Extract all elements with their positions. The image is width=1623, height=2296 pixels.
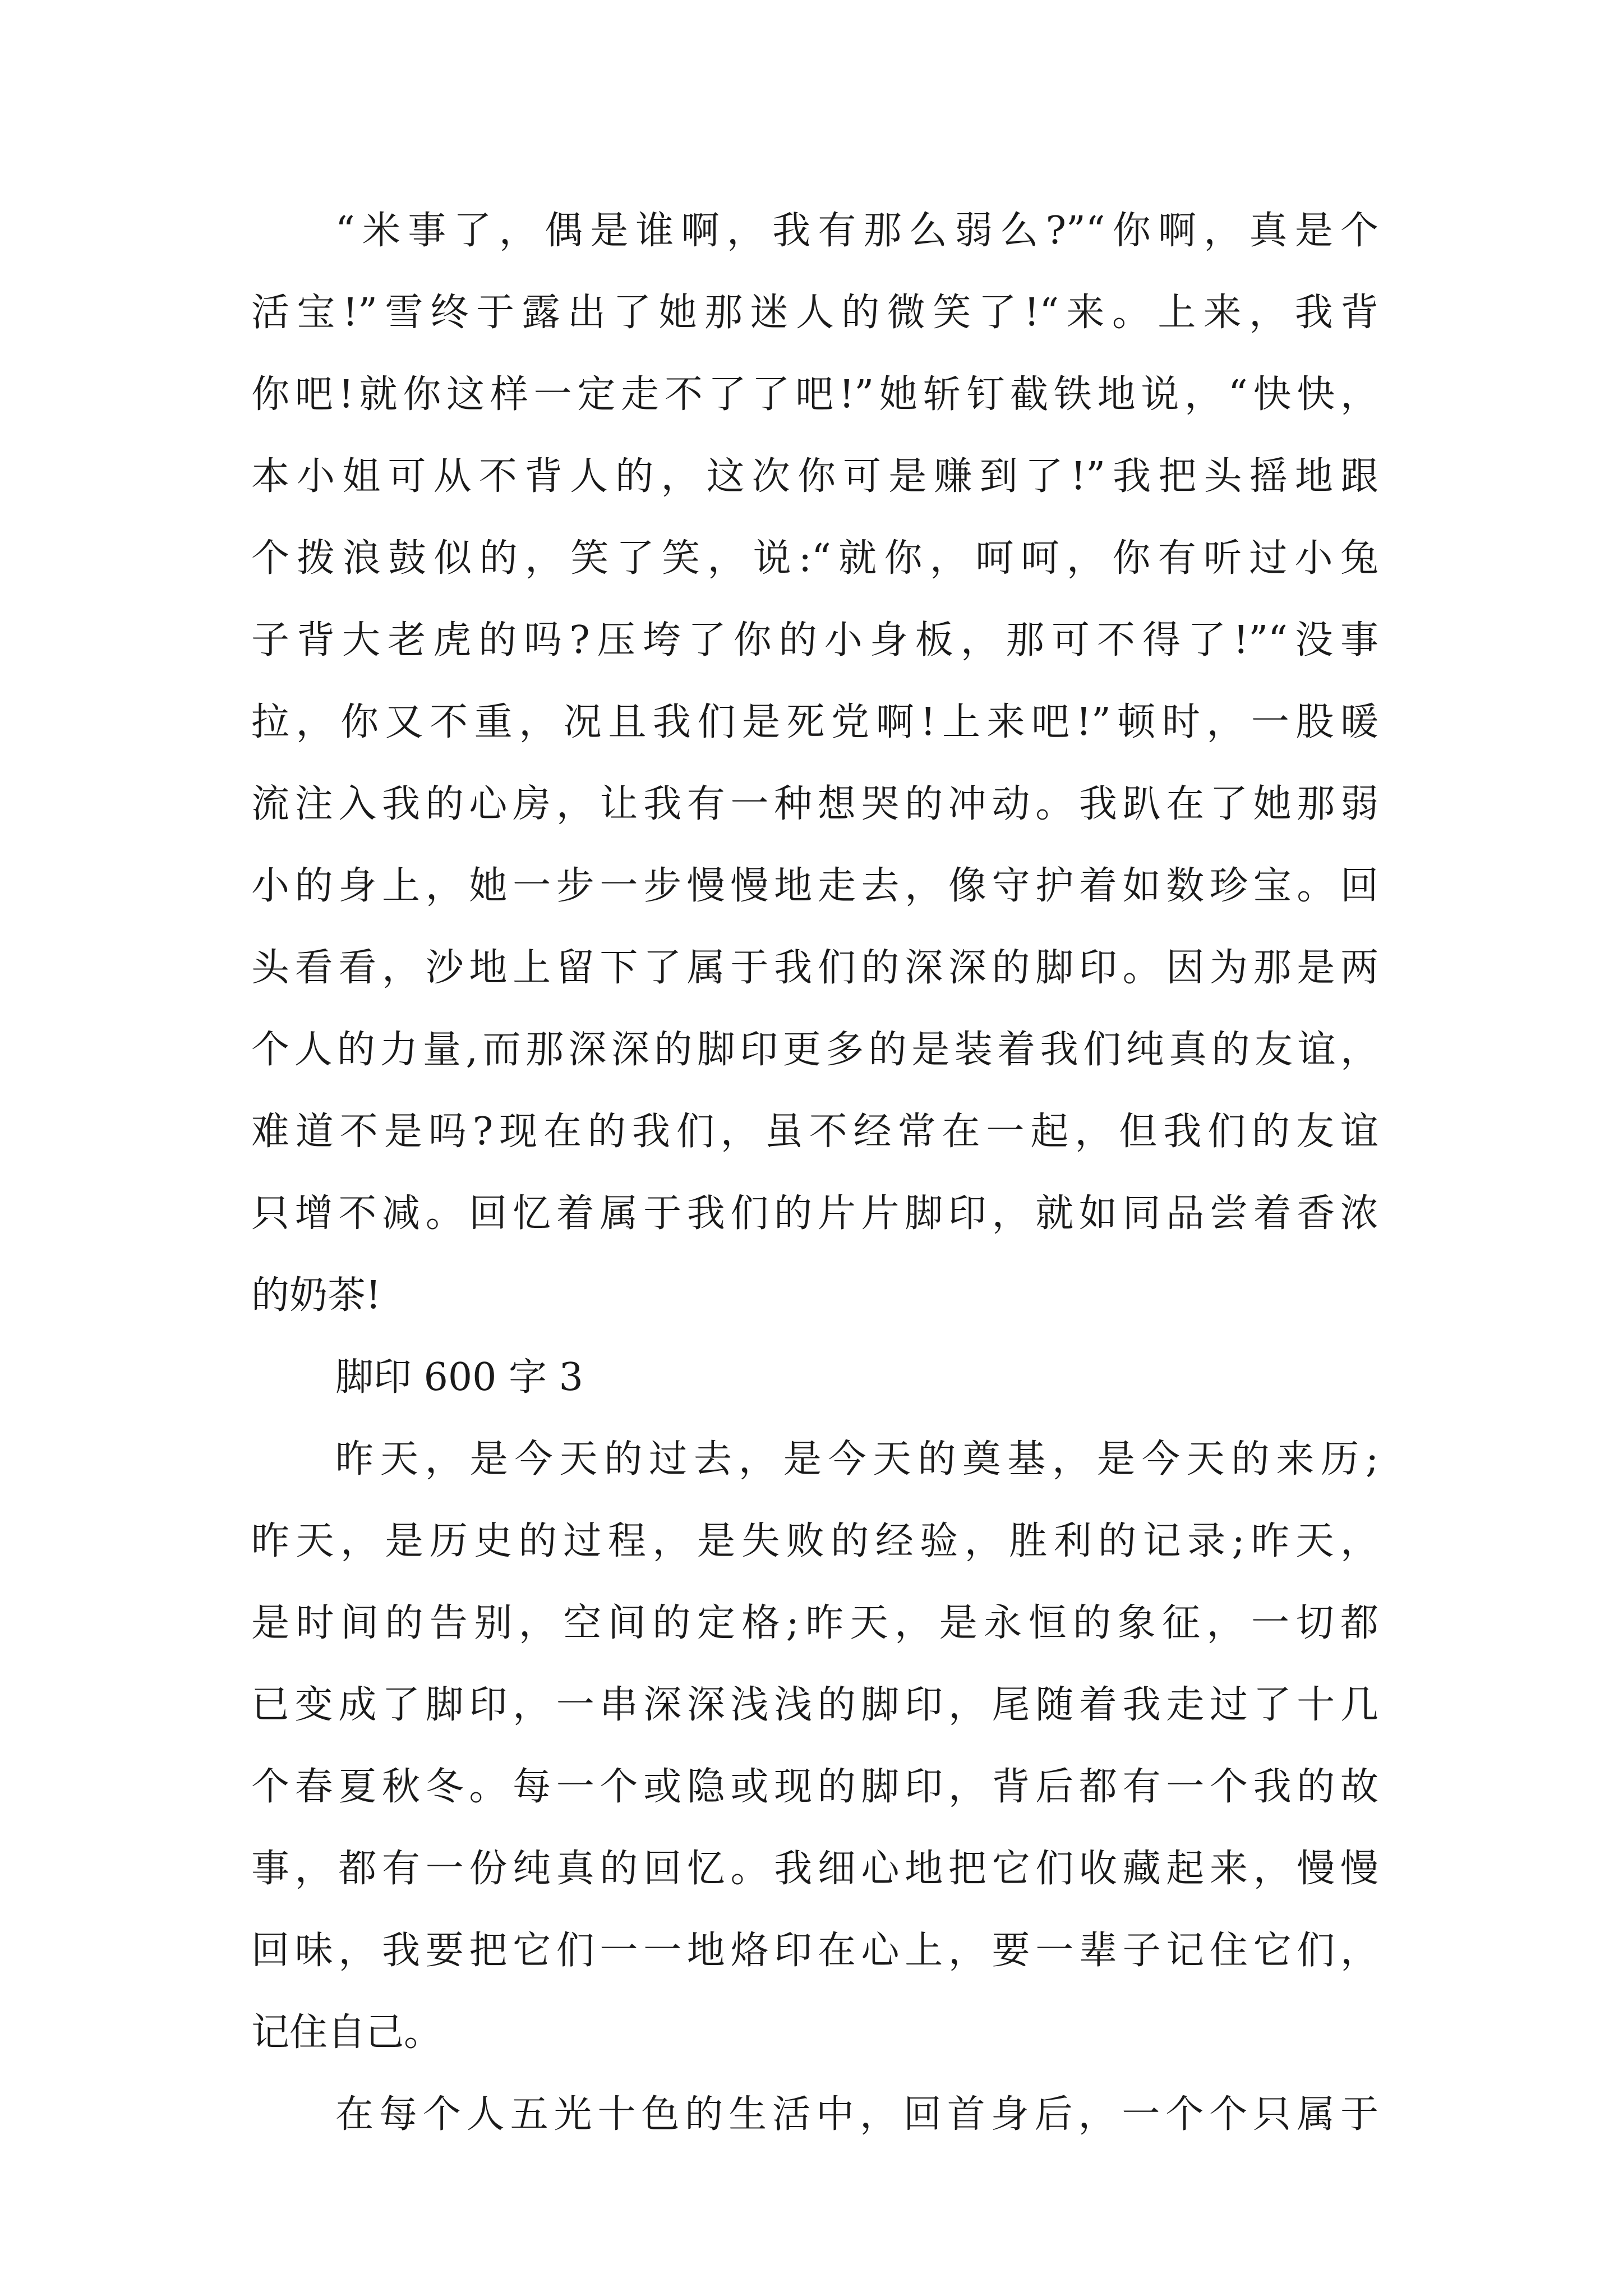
paragraph-1-line-10: 头看看，沙地上留下了属于我们的深深的脚印。因为那是两 (251, 946, 1378, 990)
paragraph-1-line-3: 你吧!就你这样一定走不了了吧!”她斩钉截铁地说，“快快， (251, 372, 1378, 417)
paragraph-1-line-5: 个拨浪鼓似的，笑了笑，说:“就你，呵呵，你有听过小兔 (251, 536, 1378, 581)
paragraph-1-line-13: 只增不减。回忆着属于我们的片片脚印，就如同品尝着香浓 (251, 1191, 1378, 1236)
paragraph-1-line-1: “米事了，偶是谁啊，我有那么弱么?”“你啊，真是个 (335, 209, 1378, 253)
paragraph-2-line-3: 是时间的告别，空间的定格;昨天，是永恒的象征，一切都 (251, 1601, 1378, 1645)
paragraph-2-line-2: 昨天，是历史的过程，是失败的经验，胜利的记录;昨天， (251, 1519, 1378, 1563)
paragraph-1-line-4: 本小姐可从不背人的，这次你可是赚到了!”我把头摇地跟 (251, 454, 1378, 499)
paragraph-2-line-6: 事，都有一份纯真的回忆。我细心地把它们收藏起来，慢慢 (251, 1847, 1378, 1891)
paragraph-1-line-2: 活宝!”雪终于露出了她那迷人的微笑了!“来。上来，我背 (251, 291, 1378, 335)
paragraph-1-line-12: 难道不是吗?现在的我们，虽不经常在一起，但我们的友谊 (251, 1110, 1378, 1154)
paragraph-2-line-4: 已变成了脚印，一串深深浅浅的脚印，尾随着我走过了十几 (251, 1683, 1378, 1727)
paragraph-2-line-5: 个春夏秋冬。每一个或隐或现的脚印，背后都有一个我的故 (251, 1765, 1378, 1809)
paragraph-1-line-14: 的奶茶! (251, 1273, 381, 1318)
paragraph-1-line-11: 个人的力量,而那深深的脚印更多的是装着我们纯真的友谊， (251, 1028, 1378, 1072)
paragraph-1-line-9: 小的身上，她一步一步慢慢地走去，像守护着如数珍宝。回 (251, 864, 1378, 908)
paragraph-1-line-6: 子背大老虎的吗?压垮了你的小身板，那可不得了!”“没事 (251, 618, 1378, 662)
paragraph-1-line-8: 流注入我的心房，让我有一种想哭的冲动。我趴在了她那弱 (251, 782, 1378, 826)
paragraph-2-line-7: 回味，我要把它们一一地烙印在心上，要一辈子记住它们， (251, 1929, 1378, 1973)
section-heading: 脚印 600 字 3 (335, 1355, 583, 1400)
paragraph-1-line-7: 拉，你又不重，况且我们是死党啊!上来吧!”顿时，一股暖 (251, 700, 1378, 744)
paragraph-3-line-1: 在每个人五光十色的生活中，回首身后，一个个只属于 (335, 2092, 1378, 2137)
paragraph-2-line-8: 记住自己。 (251, 2010, 442, 2055)
paragraph-2-line-1: 昨天，是今天的过去，是今天的奠基，是今天的来历; (335, 1437, 1378, 1481)
